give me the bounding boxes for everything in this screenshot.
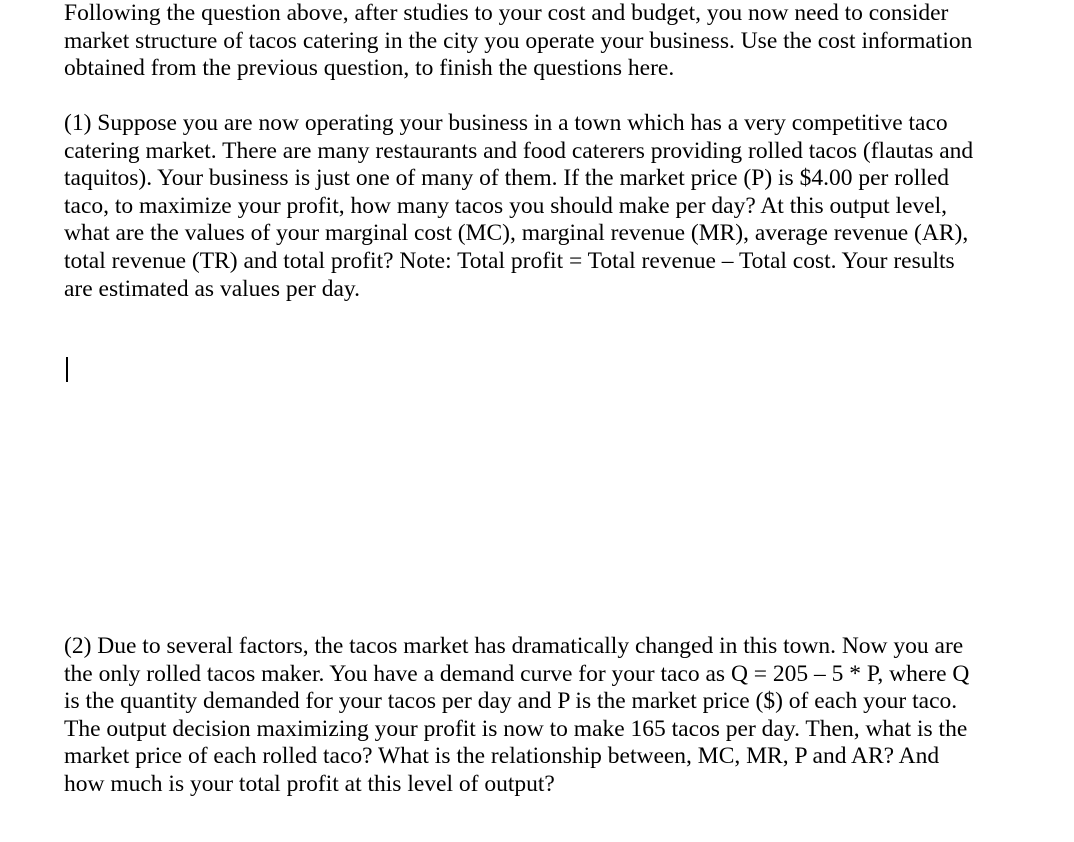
question-1-line: total revenue (TR) and total profit? Note: Total profit = Total revenue – Total cost. Your results: [64, 247, 955, 274]
intro-line: market structure of tacos catering in the city you operate your business. Use the cost information: [64, 27, 973, 54]
question-1-paragraph: [64, 110, 1004, 303]
text-cursor[interactable]: [66, 357, 68, 382]
question-1-line: what are the values of your marginal cost (MC), marginal revenue (MR), average revenue (AR),: [64, 220, 969, 247]
question-2-line: how much is your total profit at this level of output?: [64, 770, 555, 797]
question-2-paragraph: [64, 633, 1004, 799]
question-2-line: (2) Due to several factors, the tacos market has dramatically changed in this town. Now you are: [64, 633, 964, 659]
intro-line: obtained from the previous question, to finish the questions here.: [64, 55, 675, 82]
question-1-line: taquitos). Your business is just one of many of them. If the market price (P) is $4.00 per rolled: [64, 165, 950, 192]
question-2-line: the only rolled tacos maker. You have a demand curve for your taco as Q = 205 – 5 * P, where Q: [64, 660, 970, 687]
question-1-line: are estimated as values per day.: [64, 275, 361, 302]
intro-line: Following the question above, after studies to your cost and budget, you now need to consider: [64, 0, 949, 26]
intro-paragraph: [64, 0, 1004, 83]
question-2-line: The output decision maximizing your profit is now to make 165 tacos per day. Then, what is the: [64, 715, 968, 742]
question-2-line: is the quantity demanded for your tacos per day and P is the market price ($) of each your taco.: [64, 688, 958, 715]
question-1-line: taco, to maximize your profit, how many tacos you should make per day? At this output level,: [64, 192, 948, 219]
question-2-line: market price of each rolled taco? What is the relationship between, MC, MR, P and AR? And: [64, 743, 940, 770]
question-1-line: catering market. There are many restaurants and food caterers providing rolled tacos (flautas and: [64, 137, 974, 164]
question-1-line: (1) Suppose you are now operating your business in a town which has a very competitive taco: [64, 110, 948, 136]
